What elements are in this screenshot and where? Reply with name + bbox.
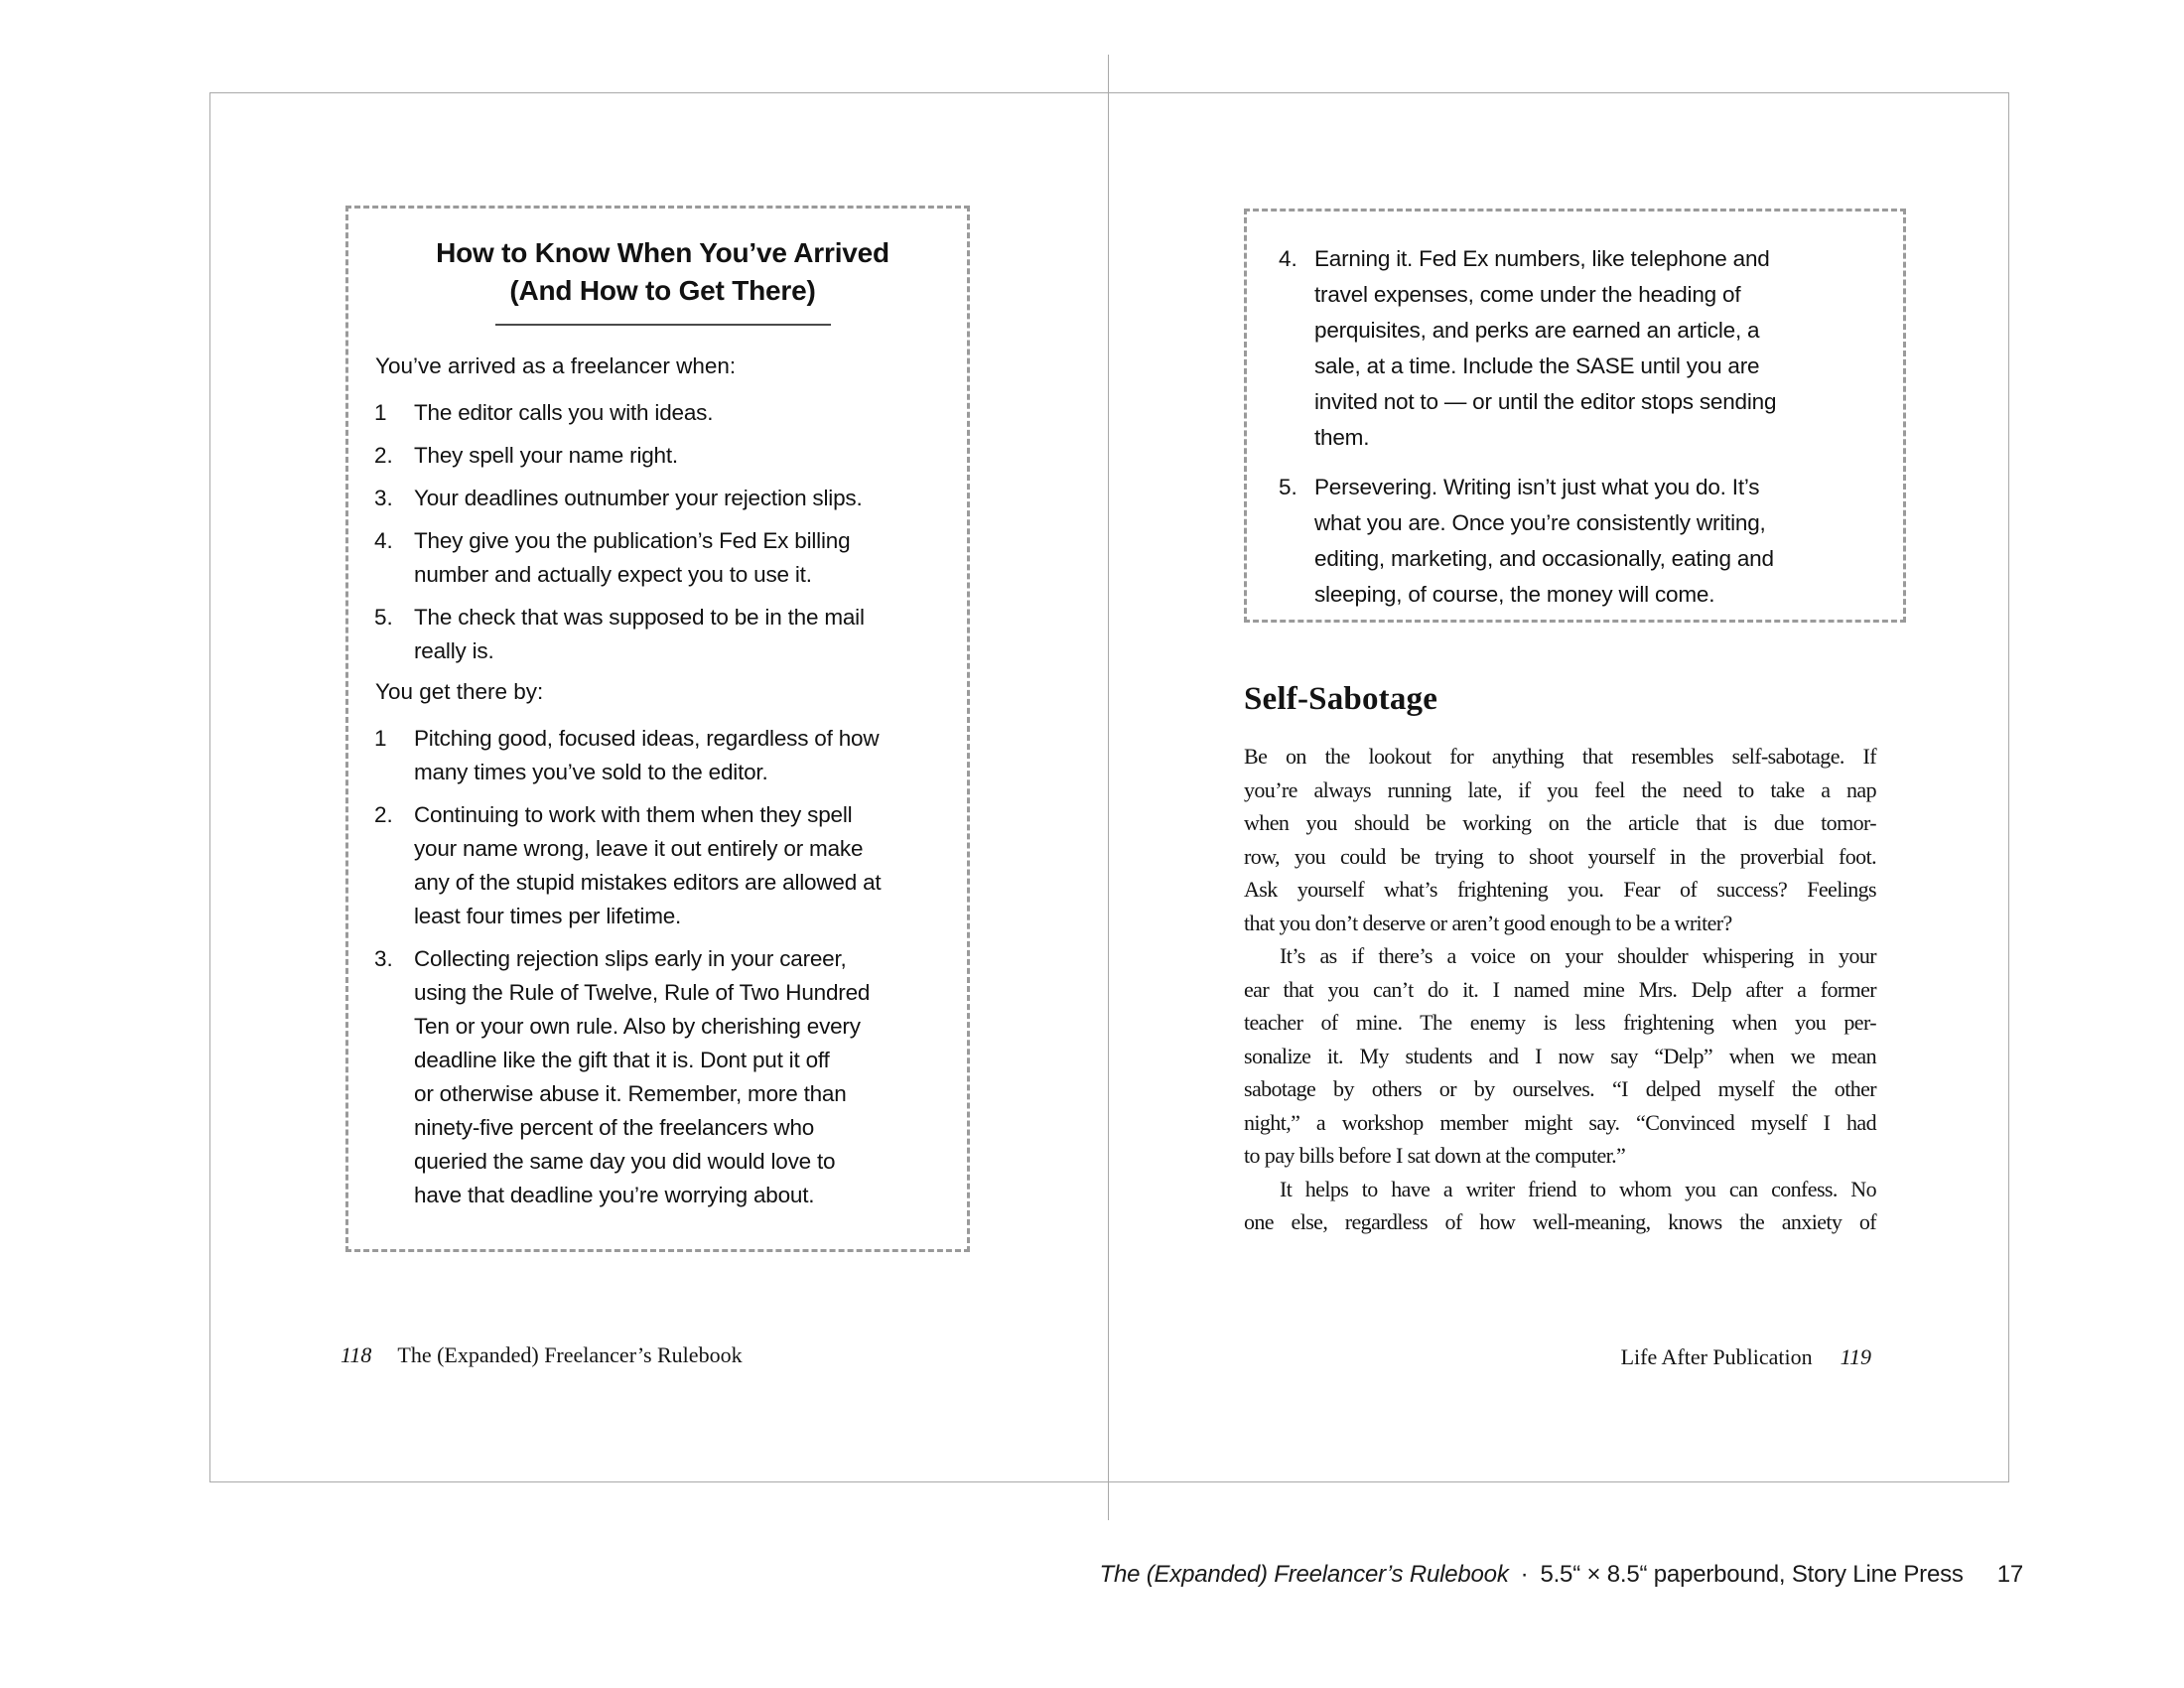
list-item-text bbox=[414, 439, 951, 473]
title-rule bbox=[495, 324, 831, 326]
text-line: many times you’ve sold to the editor. bbox=[414, 760, 768, 784]
paragraph bbox=[1244, 740, 1876, 939]
text-line: row, you could be trying to shoot yourself in the proverbial foot. bbox=[1244, 843, 1876, 869]
center-gutter-line bbox=[1108, 55, 1109, 1520]
text-line: queried the same day you did would love to bbox=[414, 1149, 836, 1174]
box-intro-arrived: You’ve arrived as a freelancer when: bbox=[375, 353, 737, 378]
text-line: sleeping, of course, the money will come. bbox=[1314, 582, 1715, 607]
text-line: what you are. Once you’re consistently writing, bbox=[1314, 510, 1766, 535]
caption-book-title: The (Expanded) Freelancer’s Rulebook bbox=[1099, 1561, 1509, 1588]
text-line: or otherwise abuse it. Remember, more than bbox=[414, 1081, 847, 1106]
list-item-number: 2. bbox=[374, 802, 393, 827]
text-line: your name wrong, leave it out entirely or make bbox=[414, 836, 864, 861]
box-intro-get-there: You get there by: bbox=[375, 679, 544, 704]
section-heading: Self-Sabotage bbox=[1244, 681, 1438, 717]
list-item-text bbox=[414, 601, 951, 668]
list-item-number: 5. bbox=[374, 605, 393, 630]
list-item bbox=[1279, 470, 1891, 613]
list-item bbox=[1279, 241, 1891, 456]
text-line: have that deadline you’re worrying about. bbox=[414, 1183, 815, 1207]
list-item bbox=[374, 439, 951, 473]
list-item bbox=[374, 722, 951, 789]
caption-spec: 5.5“ × 8.5“ paperbound, Story Line Press bbox=[1540, 1561, 1964, 1588]
text-line: them. bbox=[1314, 425, 1370, 450]
list-item-number: 4. bbox=[1279, 246, 1297, 271]
text-line: Ten or your own rule. Also by cherishing every bbox=[414, 1014, 861, 1039]
text-line: teacher of mine. The enemy is less frightening when you per- bbox=[1244, 1010, 1876, 1035]
caption-page-number: 17 bbox=[1996, 1561, 2023, 1588]
text-line: (And How to Get There) bbox=[509, 275, 816, 306]
list-item-text bbox=[414, 942, 951, 1212]
text-line: How to Know When You’ve Arrived bbox=[436, 237, 889, 268]
right-footer-chapter: Life After Publication bbox=[1620, 1344, 1813, 1369]
list-item-number: 5. bbox=[1279, 475, 1297, 499]
list-item-number: 3. bbox=[374, 946, 393, 971]
text-line: ninety-five percent of the freelancers who bbox=[414, 1115, 815, 1140]
self-sabotage-section bbox=[1244, 681, 1876, 1239]
left-page-footer bbox=[341, 1342, 743, 1368]
text-line: perquisites, and perks are earned an article, a bbox=[1314, 318, 1760, 343]
list-item-number: 1 bbox=[374, 400, 387, 425]
list-item bbox=[374, 942, 951, 1212]
list-item-text bbox=[414, 722, 951, 789]
text-line: It’s as if there’s a voice on your shoulder whispering in your bbox=[1280, 943, 1876, 968]
text-line: least four times per lifetime. bbox=[414, 904, 682, 928]
text-line: ear that you can’t do it. I named mine Mrs. Delp after a former bbox=[1244, 976, 1876, 1002]
text-line: They spell your name right. bbox=[414, 443, 678, 468]
list-item-text bbox=[414, 482, 951, 515]
text-line: one else, regardless of how well-meaning, knows the anxiety of bbox=[1244, 1209, 1876, 1234]
text-line: The editor calls you with ideas. bbox=[414, 400, 714, 425]
list-item-text bbox=[414, 798, 951, 933]
text-line: Pitching good, focused ideas, regardless of how bbox=[414, 726, 880, 751]
text-line: that you don’t deserve or aren’t good enough to be a writer? bbox=[1244, 910, 1732, 935]
text-line: number and actually expect you to use it. bbox=[414, 562, 812, 587]
text-line: It helps to have a writer friend to whom you can confess. No bbox=[1280, 1176, 1876, 1201]
text-line: sonalize it. My students and I now say “Delp” when we mean bbox=[1244, 1043, 1876, 1068]
list-item-text bbox=[1314, 470, 1891, 613]
spread-caption bbox=[1099, 1561, 2023, 1589]
list-item-text bbox=[414, 524, 951, 592]
text-line: to pay bills before I sat down at the computer.” bbox=[1244, 1143, 1626, 1168]
text-line: Collecting rejection slips early in your career, bbox=[414, 946, 847, 971]
left-page-number: 118 bbox=[341, 1342, 372, 1367]
list-item bbox=[374, 601, 951, 668]
text-line: deadline like the gift that it is. Dont put it off bbox=[414, 1048, 830, 1072]
text-line: using the Rule of Twelve, Rule of Two Hundred bbox=[414, 980, 871, 1005]
text-line: when you should be working on the article that is due tomor- bbox=[1244, 810, 1876, 835]
text-line: Your deadlines outnumber your rejection slips. bbox=[414, 486, 863, 510]
text-line: travel expenses, come under the heading of bbox=[1314, 282, 1741, 307]
text-line: you’re always running late, if you feel the need to take a nap bbox=[1244, 776, 1876, 802]
text-line: The check that was supposed to be in the mail bbox=[414, 605, 865, 630]
left-sidebar-box bbox=[345, 206, 970, 1252]
right-page-footer bbox=[1244, 1344, 1871, 1370]
text-line: editing, marketing, and occasionally, eating and bbox=[1314, 546, 1774, 571]
text-line: night,” a workshop member might say. “Convinced myself I had bbox=[1244, 1109, 1876, 1135]
list-item-number: 2. bbox=[374, 443, 393, 468]
right-page-number: 119 bbox=[1840, 1344, 1871, 1369]
list-item-number: 4. bbox=[374, 528, 393, 553]
list-item-number: 1 bbox=[374, 726, 387, 751]
list-item bbox=[374, 798, 951, 933]
text-line: Persevering. Writing isn’t just what you do. It’s bbox=[1314, 475, 1760, 499]
list-item-text bbox=[414, 396, 951, 430]
text-line: Be on the lookout for anything that resembles self-sabotage. If bbox=[1244, 744, 1876, 769]
list-item-number: 3. bbox=[374, 486, 393, 510]
list-item bbox=[374, 482, 951, 515]
box-title bbox=[374, 234, 951, 310]
list-item-text bbox=[1314, 241, 1891, 456]
list-item bbox=[374, 524, 951, 592]
caption-separator: · bbox=[1520, 1561, 1529, 1588]
text-line: They give you the publication’s Fed Ex billing bbox=[414, 528, 851, 553]
list-item bbox=[374, 396, 951, 430]
text-line: any of the stupid mistakes editors are allowed at bbox=[414, 870, 882, 895]
text-line: sale, at a time. Include the SASE until you are bbox=[1314, 353, 1760, 378]
text-line: sabotage by others or by ourselves. “I delped myself the other bbox=[1244, 1076, 1876, 1101]
paragraph bbox=[1244, 939, 1876, 1173]
paragraph bbox=[1244, 1173, 1876, 1239]
text-line: invited not to — or until the editor stops sending bbox=[1314, 389, 1777, 414]
right-sidebar-box bbox=[1244, 209, 1906, 623]
text-line: really is. bbox=[414, 638, 494, 663]
text-line: Earning it. Fed Ex numbers, like telephone and bbox=[1314, 246, 1770, 271]
text-line: Ask yourself what’s frightening you. Fear of success? Feelings bbox=[1244, 877, 1876, 902]
text-line: Continuing to work with them when they spell bbox=[414, 802, 853, 827]
left-footer-title: The (Expanded) Freelancer’s Rulebook bbox=[397, 1342, 743, 1367]
